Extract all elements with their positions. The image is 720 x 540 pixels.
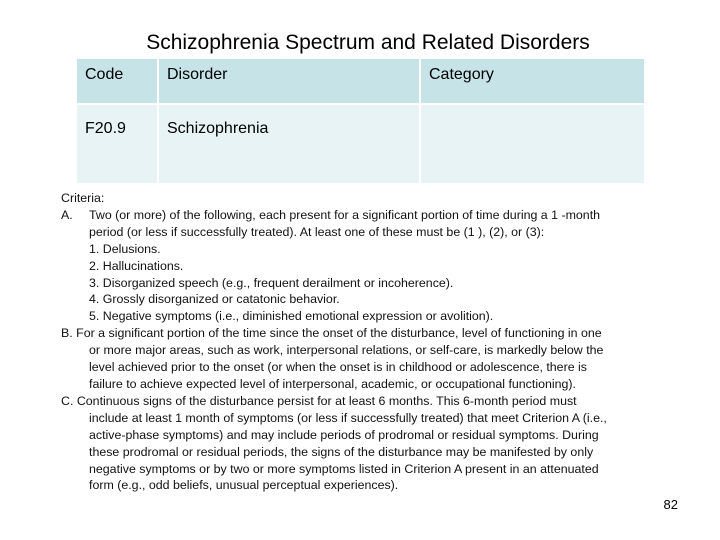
symptom-negative: 5. Negative symptoms (i.e., diminished emotional expression or avolition).: [89, 309, 494, 324]
symptom-disorganized-behavior: 4. Grossly disorganized or catatonic behavior.: [89, 292, 340, 307]
criterion-c-line: active-phase symptoms) and may include periods of prodromal or residual symptoms. During: [89, 427, 599, 442]
cell-code: F20.9: [77, 104, 158, 184]
criterion-c-line: include at least 1 month of symptoms (or less if successfully treated) that meet Criterion A (i.e.,: [89, 410, 607, 425]
criterion-a-line: period (or less if successfully treated). At least one of these must be (1 ), (2), or (3):: [89, 224, 545, 239]
criterion-a-text: Two (or more) of the following, each present for a significant portion of time during a 1 -month: [89, 207, 601, 222]
criterion-c-line: these prodromal or residual periods, the signs of the disturbance may be manifested by only: [89, 444, 594, 459]
criterion-b-line: or more major areas, such as work, interpersonal relations, or self-care, is markedly below the: [89, 343, 604, 358]
criterion-a-first-line: [61, 207, 686, 224]
table-header-row: [77, 59, 644, 104]
cell-disorder: Schizophrenia: [158, 104, 420, 184]
criterion-b-line: failure to achieve expected level of interpersonal, academic, or occupational functioning).: [89, 376, 576, 391]
page-number: 82: [663, 497, 678, 512]
criterion-c-line: negative symptoms or by two or more symptoms listed in Criterion A present in an attenuated: [89, 461, 599, 476]
header-category: Category: [420, 59, 644, 104]
table-row: [77, 104, 644, 184]
criterion-b-line: level achieved prior to the onset (or when the onset is in childhood or adolescence, there is: [89, 360, 587, 375]
criterion-c-first-line: C. Continuous signs of the disturbance persist for at least 6 months. This 6-month period must: [61, 393, 577, 408]
header-code: Code: [77, 59, 158, 104]
header-disorder: Disorder: [158, 59, 420, 104]
criterion-b-first-line: B. For a significant portion of the time since the onset of the disturbance, level of functioning in one: [61, 326, 602, 341]
diagnosis-table: [77, 59, 644, 185]
symptom-hallucinations: 2. Hallucinations.: [89, 258, 184, 273]
criterion-a-label: A.: [61, 207, 73, 222]
criteria-heading: Criteria:: [61, 191, 105, 205]
symptom-disorganized-speech: 3. Disorganized speech (e.g., frequent derailment or incoherence).: [89, 275, 454, 290]
cell-category: [420, 104, 644, 184]
criterion-c-line: form (e.g., odd beliefs, unusual perceptual experiences).: [89, 478, 399, 493]
slide-title: Schizophrenia Spectrum and Related Disorders: [146, 31, 590, 54]
symptom-delusions: 1. Delusions.: [89, 241, 161, 256]
criteria-text: [61, 190, 686, 494]
